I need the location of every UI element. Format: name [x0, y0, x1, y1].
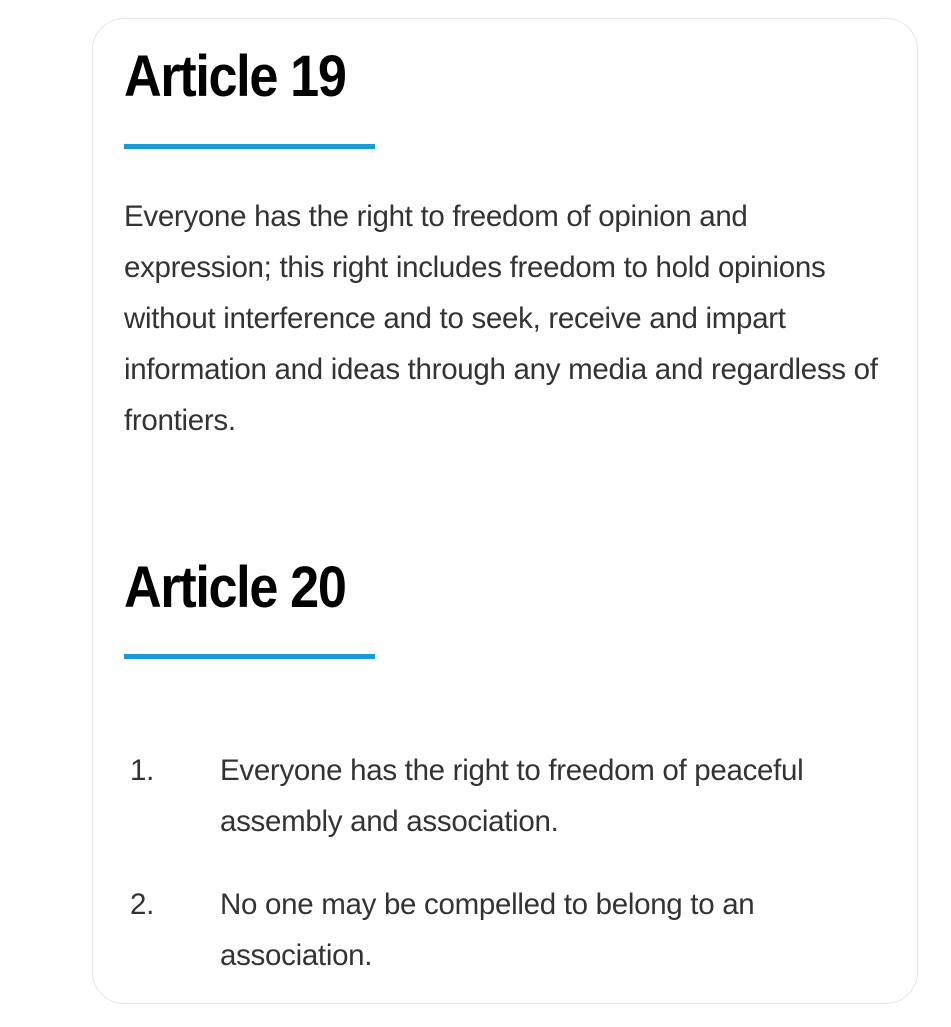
list-item	[124, 879, 824, 981]
article-19-title: Article 19	[124, 44, 346, 109]
list-item	[124, 745, 824, 847]
list-item-text: Everyone has the right to freedom of peaceful assembly and association.	[220, 754, 804, 838]
article-20-title: Article 20	[124, 555, 346, 620]
article-20-list	[124, 745, 824, 981]
article-19-underline	[124, 144, 375, 149]
article-19-text: Everyone has the right to freedom of opinion and expression; this right includes freedom to hold opinions without interference and to seek, receive and impart information and ideas through any media and regardless of frontiers.	[124, 200, 878, 437]
list-item-text: No one may be compelled to belong to an association.	[220, 888, 755, 972]
list-item-number: 2.	[130, 888, 155, 921]
list-item-number: 1.	[130, 754, 155, 787]
article-20-underline	[124, 654, 375, 659]
